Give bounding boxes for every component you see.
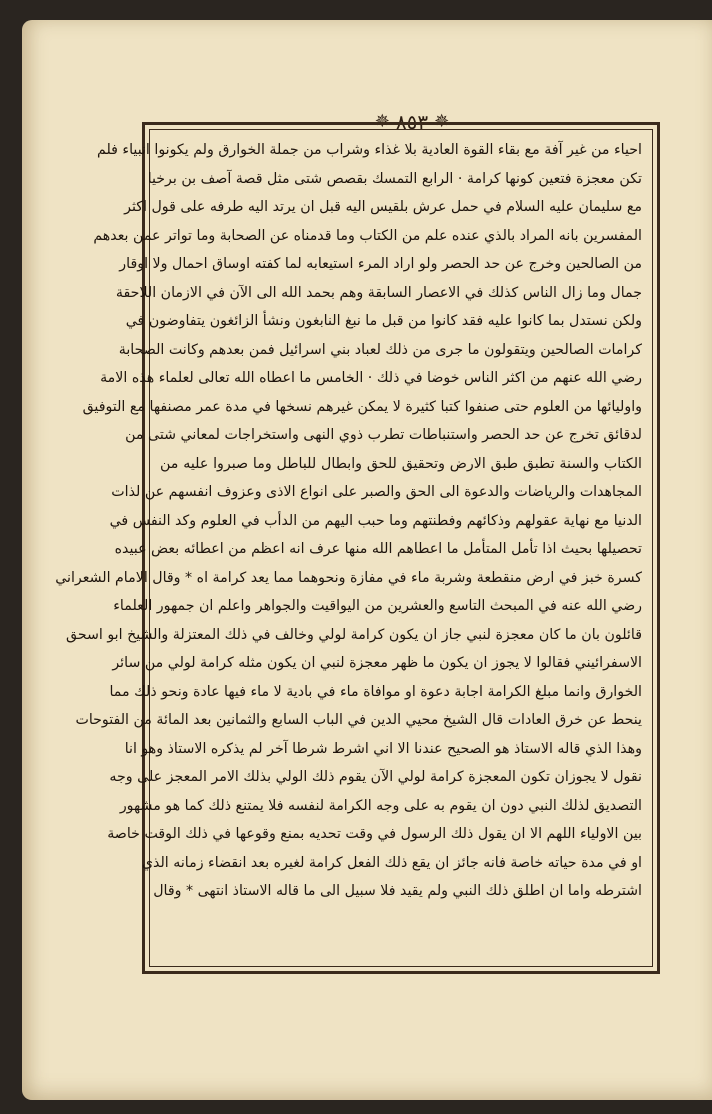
- text-line: اشترطه واما ان اطلق ذلك النبي ولم يقيد فلا سبيل الى ما قاله الاستاذ انتهى * وقال: [153, 883, 642, 899]
- text-line: تحصيلها بحيث اذا تأمل المتأمل ما اعطاهم الله منها عرف انه اعظم من اعطائه بعض عبيده: [114, 541, 642, 557]
- text-line: كسرة خبز في ارض منقطعة وشربة ماء في مفازة ونحوهما مما يعد كرامة اه * وقال الامام الشعراني: [55, 569, 642, 586]
- text-line: احياء من غير آفة مع بقاء القوة العادية بلا غذاء وشراب من جملة الخوارق ولم يكونوا انبياء فلم: [97, 142, 642, 158]
- text-line: واوليائها من العلوم حتى صنفوا كتبا كثيرة لا يمكن غيرهم نسخها في مدة عمر مصنفها مع التوفيق: [82, 398, 642, 415]
- text-body: [55, 129, 653, 967]
- text-line: وهذا الذي قاله الاستاذ هو الصحيح عندنا الا اني اشرط شرطا آخر لم يذكره الاستاذ وهو انا: [124, 740, 642, 757]
- text-line: كرامات الصالحين ويتقولون ما جرى من ذلك لعباد بني اسرائيل فمن بعدهم وكانت الصحابة: [118, 341, 642, 358]
- star-ornament-icon: ✵: [434, 111, 450, 132]
- text-line: الخوارق وانما مبلغ الكرامة اجابة دعوة او موافاة ماء في بادية لا ماء فيها عادة ونحو ذلك مما: [109, 683, 642, 700]
- text-line: لدقائق تخرج عن حد الحصر واستنباطات تطرب ذوي النهى واستخراجات لمعاني شتى من: [125, 427, 642, 443]
- text-line: الاسفرائيني فقالوا لا يجوز ان يكون ما ظهر معجزة لنبي ان يكون مثله كرامة لولي من سائر: [112, 655, 642, 671]
- text-line: تكن معجزة فتعين كونها كرامة · الرابع التمسك بقصص شتى مثل قصة آصف بن برخيا: [147, 170, 642, 187]
- text-line: المجاهدات والرياضات والدعوة الى الحق والصبر على انواع الاذى وعزوف انفسهم عن لذات: [111, 484, 642, 500]
- text-line: قائلون بان ما كان معجزة لنبي جاز ان يكون كرامة لولي وخالف في ذلك المعتزلة والشيخ ابو اسحق: [66, 626, 642, 643]
- text-line: نقول لا يجوزان تكون المعجزة كرامة لولي الآن يقوم ذلك الولي بذلك الامر المعجز على وجه: [109, 769, 642, 785]
- text-line: رضي الله عنه في المبحث التاسع والعشرين من اليواقيت والجواهر واعلم ان جمهور العلماء: [113, 598, 642, 614]
- text-line: ينحط عن خرق العادات قال الشيخ محيي الدين في الباب السابع والثمانين بعد المائة من الفتوحات: [75, 712, 642, 728]
- text-line: او في مدة حياته خاصة فانه جائز ان يقع ذلك الفعل كرامة لغيره بعد انقضاء زمانه الذي: [141, 854, 642, 871]
- star-ornament-icon: ✵: [374, 111, 390, 132]
- text-frame: [55, 122, 660, 974]
- text-line: من الصالحين وخرج عن حد الحصر ولو اراد المرء استيعابه لما كفته اوساق احمال ولا اوقار: [119, 256, 642, 272]
- text-line: مع سليمان عليه السلام في حمل عرش بلقيس اليه قبل ان يرتد اليه طرفه على قول اكثر: [124, 199, 642, 215]
- text-line: رضي الله عنهم من اكثر الناس خوضا في ذلك · الخامس ما اعطاه الله تعالى لعلماء هذه الامة: [100, 370, 642, 386]
- text-line: جمال وما زال الناس كذلك في الاعصار السابقة وهم بحمد الله الى الآن في الازمان اللاحقة: [115, 284, 642, 301]
- text-line: المفسرين بانه المراد بالذي عنده علم من الكتاب وما قدمناه عن الصحابة وما تواتر عمن بعدهم: [93, 227, 642, 244]
- text-line: ولكن نستدل بما كانوا عليه فقد كانوا من قبل ما نبغ النابغون ونشأ الزائغون يتفاوضون في: [125, 313, 642, 329]
- text-line: التصديق لذلك النبي دون ان يقوم به على وجه الكرامة لنفسه فلا يمتنع ذلك كما هو مشهور: [119, 797, 642, 814]
- page-number: ٨٥٣: [395, 110, 429, 134]
- text-line: الدنيا مع نهاية عقولهم وذكائهم وفطنتهم وما حبب اليهم من الدأب في العلوم وكد النفس في: [109, 512, 642, 529]
- text-line: الكتاب والسنة تطبق طبق الارض وتحقيق للحق وابطال للباطل وما صبروا عليه من: [160, 455, 642, 472]
- text-line: بين الاولياء اللهم الا ان يقول ذلك الرسول في وقت تحديه بمنع وقوعها في ذلك الوقت خاصة: [107, 826, 642, 842]
